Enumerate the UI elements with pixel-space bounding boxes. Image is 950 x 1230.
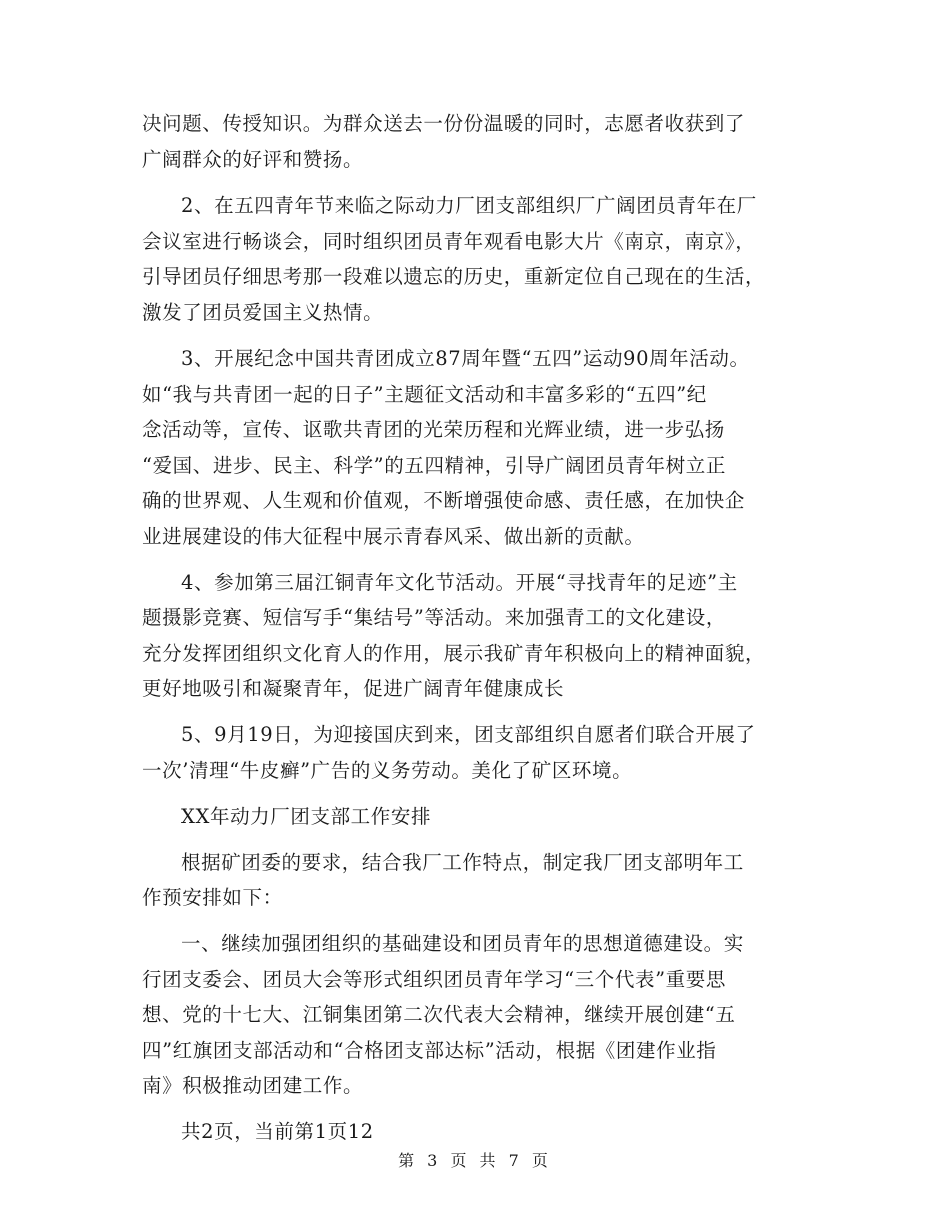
text-line: 3、开展纪念中国共青团成立87周年暨“五四”运动90周年活动。 <box>181 347 750 370</box>
text-line: 如“我与共青团一起的日子”主题征文活动和丰富多彩的“五四”纪 <box>142 383 707 406</box>
text-line: 四”红旗团支部活动和“合格团支部达标”活动，根据《团建作业指 <box>142 1039 717 1062</box>
text-line: 更好地吸引和凝聚青年，促进广阔青年健康成长 <box>142 677 565 700</box>
page-count-note: 共2页，当前第1页12 <box>181 1120 374 1143</box>
text-line: “爱国、进步、民主、科学”的五四精神，引导广阔团员青年树立正 <box>142 454 726 477</box>
text-line: 激发了团员爱国主义热情。 <box>142 301 384 324</box>
text-line: 充分发挥团组织文化育人的作用，展示我矿青年积极向上的精神面貌， <box>142 642 766 665</box>
page-footer: 第 3 页 共 7 页 <box>398 1151 552 1170</box>
text-line: 4、参加第三届江铜青年文化节活动。开展“寻找青年的足迹”主 <box>181 571 738 594</box>
text-line: 业进展建设的伟大征程中展示青春风采、做出新的贡献。 <box>142 525 645 548</box>
text-line: 决问题、传授知识。为群众送去一份份温暖的同时，志愿者收获到了 <box>142 112 746 135</box>
text-line: 5、9月19日，为迎接国庆到来，团支部组织自愿者们联合开展了 <box>181 723 756 746</box>
text-line: 2、在五四青年节来临之际动力厂团支部组织厂广阔团员青年在厂 <box>181 194 757 217</box>
text-line: 题摄影竞赛、短信写手“集结号”等活动。来加强青工的文化建设， <box>142 606 726 629</box>
text-line: 作预安排如下： <box>142 886 283 909</box>
text-line: 广阔群众的好评和赞扬。 <box>142 148 364 171</box>
text-line: 确的世界观、人生观和价值观，不断增强使命感、责任感，在加快企 <box>142 489 746 512</box>
text-line: 引导团员仔细思考那一段难以遗忘的历史，重新定位自己现在的生活， <box>142 265 766 288</box>
text-line: 会议室进行畅谈会，同时组织团员青年观看电影大片《南京，南京》， <box>142 230 756 253</box>
text-line: 南》积极推动团建工作。 <box>142 1074 364 1097</box>
text-line: 一、继续加强团组织的基础建设和团员青年的思想道德建设。实 <box>181 932 744 955</box>
section-heading: XX年动力厂团支部工作安排 <box>181 805 432 828</box>
text-line: 行团支委会、团员大会等形式组织团员青年学习“三个代表”重要思 <box>142 968 726 991</box>
text-line: 根据矿团委的要求，结合我厂工作特点，制定我厂团支部明年工 <box>181 851 744 874</box>
text-line: 想、党的十七大、江铜集团第二次代表大会精神，继续开展创建“五 <box>142 1003 736 1026</box>
text-line: 一次’清理“牛皮癣”广告的义务劳动。美化了矿区环境。 <box>142 759 633 782</box>
text-line: 念活动等，宣传、讴歌共青团的光荣历程和光辉业绩，进一步弘扬 <box>142 418 725 441</box>
